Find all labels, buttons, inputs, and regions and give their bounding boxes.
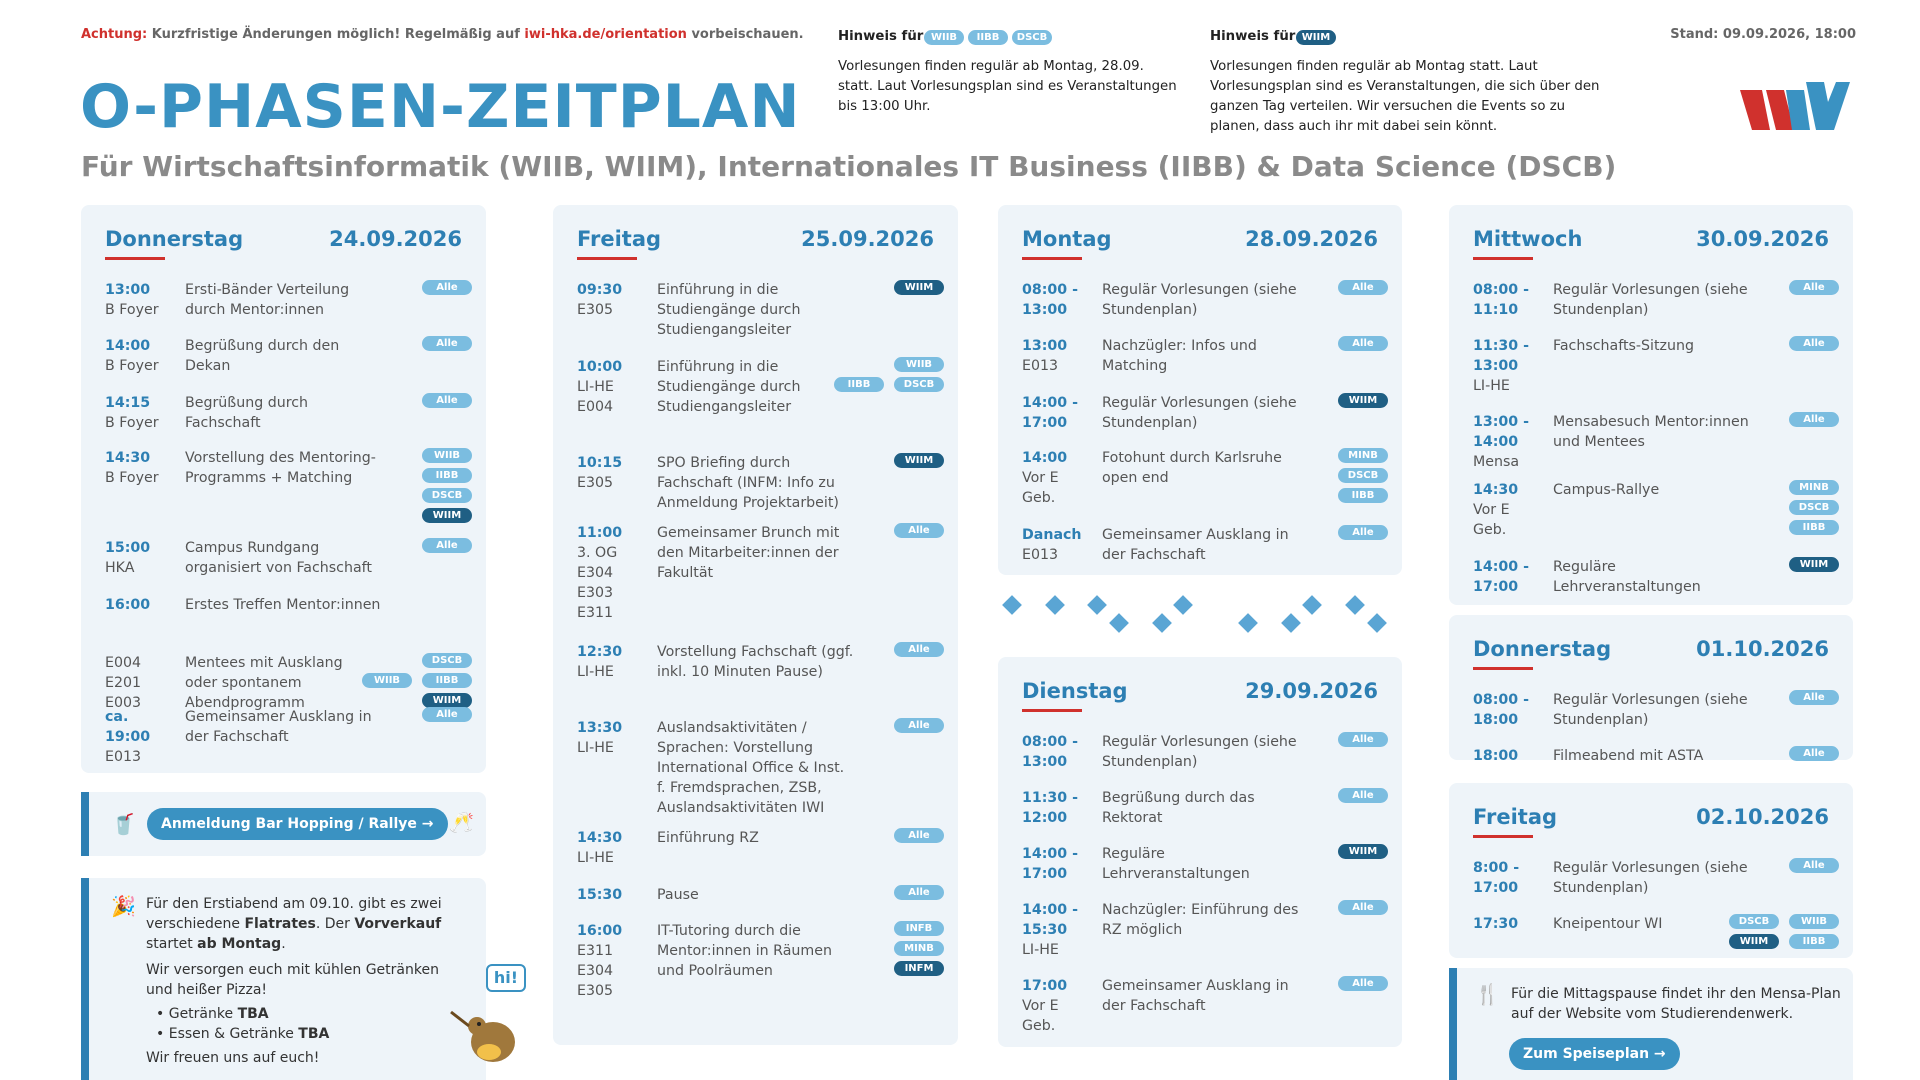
audience-tag: Alle — [422, 280, 472, 295]
audience-tag: WIIM — [422, 693, 472, 708]
event-time: 16:00 — [105, 597, 151, 613]
event-time: 08:00 - 13:00 — [1022, 282, 1078, 318]
day-date: 24.09.2026 — [329, 227, 462, 251]
event-desc: Gemeinsamer Ausklang in der Fachschaft — [1102, 978, 1289, 1014]
event-time: 14:00 B Foyer — [105, 338, 159, 374]
event-time: 15:30 — [577, 887, 623, 903]
event-desc: Auslandsaktivitäten / Sprachen: Vorstellung International Office & Inst. f. Fremdsprachen, ZSB, Auslandsaktivitäten IWI — [657, 720, 845, 816]
event-desc: Campus Rundgang organisiert von Fachschaft — [185, 540, 372, 576]
audience-tag: DSCB — [422, 488, 472, 503]
event-time: 13:00 B Foyer — [105, 282, 159, 318]
hint-text: Vorlesungen finden regulär ab Montag, 28.09. statt. Laut Vorlesungsplan sind es Veranstaltungen bis 13:00 Uhr. — [838, 59, 1177, 114]
event-desc: Regulär Vorlesungen (siehe Stundenplan) — [1102, 395, 1297, 431]
event-time: 13:00 - 14:00 Mensa — [1473, 414, 1529, 470]
audience-tag: WIIM — [422, 508, 472, 523]
day-name: Donnerstag — [105, 227, 244, 251]
mensa-info: Für die Mittagspause findet ihr den Mensa-Plan auf der Website vom Studierendenwerk. — [1511, 986, 1841, 1022]
audience-tag: DSCB — [1729, 914, 1779, 929]
audience-tag: WIIB — [362, 673, 412, 688]
event-time: 10:00 LI-HE E004 — [577, 359, 623, 415]
event-desc: Filmeabend mit ASTA — [1553, 748, 1704, 764]
hint-text: Vorlesungen finden regulär ab Montag statt. Laut Vorlesungsplan sind es Veranstaltungen, die sich über den ganzen Tag verteilen. Wir versuchen die Events so zu planen, dass auch ihr mit dabei sein könnt. — [1210, 59, 1600, 134]
event-desc: Reguläre Lehrveranstaltungen — [1553, 559, 1701, 595]
barhop-button[interactable]: Anmeldung Bar Hopping / Rallye → — [147, 808, 448, 840]
audience-tag: IIBB — [422, 468, 472, 483]
hint-master: Hinweis für WIIM Vorlesungen finden regulär ab Montag statt. Laut Vorlesungsplan sind es Veranstaltungen, die sich über den ganzen Tag verteilen. Wir versuchen die Events so zu planen, dass auch ihr mit dabei sein könnt. — [1210, 27, 1610, 137]
audience-tag: Alle — [1338, 336, 1388, 351]
hint-tag: WIIB — [924, 30, 964, 45]
event-time: 14:00 - 15:30 LI-HE — [1022, 902, 1078, 958]
day-date: 02.10.2026 — [1696, 805, 1829, 829]
iwi-logo — [1740, 82, 1850, 136]
event-desc: IT-Tutoring durch die Mentor:innen in Räumen und Poolräumen — [657, 923, 832, 979]
audience-tag: Alle — [1789, 336, 1839, 351]
day-name: Montag — [1022, 227, 1112, 251]
event-time: 14:30 B Foyer — [105, 450, 159, 486]
audience-tag: MINB — [894, 941, 944, 956]
event-desc: Regulär Vorlesungen (siehe Stundenplan) — [1102, 734, 1297, 770]
audience-tag: WIIB — [894, 357, 944, 372]
event-time: 08:00 - 11:10 — [1473, 282, 1529, 318]
audience-tag: DSCB — [1789, 500, 1839, 515]
hint-tag: DSCB — [1012, 30, 1052, 45]
day-date: 01.10.2026 — [1696, 637, 1829, 661]
audience-tag: Alle — [1789, 280, 1839, 295]
audience-tag: WIIM — [894, 453, 944, 468]
audience-tag: DSCB — [422, 653, 472, 668]
day-date: 30.09.2026 — [1696, 227, 1829, 251]
event-time: Danach E013 — [1022, 527, 1082, 563]
event-desc: Mentees mit Ausklang oder spontanem Abendprogramm — [185, 655, 343, 711]
party-popper-icon: 🎉 — [111, 894, 136, 918]
audience-tag: Alle — [894, 885, 944, 900]
audience-tag: Alle — [894, 828, 944, 843]
event-time: 14:15 B Foyer — [105, 395, 159, 431]
event-desc: Kneipentour WI — [1553, 916, 1663, 932]
event-desc: Gemeinsamer Brunch mit den Mitarbeiter:innen der Fakultät — [657, 525, 840, 581]
audience-tag: Alle — [1338, 900, 1388, 915]
audience-tag: Alle — [1338, 280, 1388, 295]
event-desc: Erstes Treffen Mentor:innen — [185, 597, 381, 613]
event-time: 14:30 Vor E Geb. — [1473, 482, 1519, 538]
day-panel-mi — [1449, 205, 1853, 605]
audience-tag: WIIM — [1338, 844, 1388, 859]
audience-tag: WIIM — [1789, 557, 1839, 572]
event-desc: Reguläre Lehrveranstaltungen — [1102, 846, 1250, 882]
warning-banner: Achtung: Kurzfristige Änderungen möglich! Regelmäßig auf iwi-hka.de/orientation vorbeischauen. — [81, 27, 804, 42]
event-time: 14:00 - 17:00 — [1022, 395, 1078, 431]
audience-tag: Alle — [894, 523, 944, 538]
event-desc: Pause — [657, 887, 699, 903]
audience-tag: IIBB — [1789, 520, 1839, 535]
mensa-box — [1449, 968, 1853, 1080]
audience-tag: Alle — [894, 718, 944, 733]
page-title: O-PHASEN-ZEITPLAN — [80, 72, 801, 142]
event-time: 12:30 LI-HE — [577, 644, 623, 680]
audience-tag: IIBB — [1789, 934, 1839, 949]
event-desc: Campus-Rallye — [1553, 482, 1660, 498]
event-desc: Gemeinsamer Ausklang in der Fachschaft — [185, 709, 372, 745]
event-desc: Einführung in die Studiengänge durch Studiengangsleiter — [657, 282, 801, 338]
event-time: 14:00 - 17:00 — [1473, 559, 1529, 595]
event-time: 17:30 — [1473, 916, 1519, 932]
event-desc: Regulär Vorlesungen (siehe Stundenplan) — [1553, 692, 1748, 728]
day-date: 28.09.2026 — [1245, 227, 1378, 251]
event-time: 8:00 - 17:00 — [1473, 860, 1520, 896]
audience-tag: IIBB — [1338, 488, 1388, 503]
event-desc: Regulär Vorlesungen (siehe Stundenplan) — [1553, 860, 1748, 896]
day-date: 25.09.2026 — [801, 227, 934, 251]
audience-tag: WIIM — [1338, 393, 1388, 408]
kiwi-mascot-icon — [449, 1000, 529, 1070]
last-updated: Stand: 09.09.2026, 18:00 — [1670, 27, 1856, 42]
event-desc: Mensabesuch Mentor:innen und Mentees — [1553, 414, 1749, 450]
event-desc: Fachschafts-Sitzung — [1553, 338, 1694, 354]
event-desc: SPO Briefing durch Fachschaft (INFM: Info zu Anmeldung Projektarbeit) — [657, 455, 839, 511]
day-panel-do1 — [81, 205, 486, 773]
event-time: 09:30 E305 — [577, 282, 623, 318]
audience-tag: INFM — [894, 961, 944, 976]
audience-tag: Alle — [1789, 690, 1839, 705]
event-desc: Gemeinsamer Ausklang in der Fachschaft — [1102, 527, 1289, 563]
day-name: Mittwoch — [1473, 227, 1583, 251]
day-date: 29.09.2026 — [1245, 679, 1378, 703]
hint-tag: IIBB — [968, 30, 1008, 45]
event-desc: Vorstellung Fachschaft (ggf. inkl. 10 Minuten Pause) — [657, 644, 854, 680]
audience-tag: Alle — [422, 538, 472, 553]
event-desc: Regulär Vorlesungen (siehe Stundenplan) — [1102, 282, 1297, 318]
event-desc: Begrüßung durch das Rektorat — [1102, 790, 1255, 826]
drink-icon: 🥤 — [111, 812, 136, 836]
audience-tag: WIIB — [422, 448, 472, 463]
audience-tag: Alle — [422, 336, 472, 351]
event-desc: Vorstellung des Mentoring-Programms + Matching — [185, 450, 376, 486]
event-desc: Nachzügler: Infos und Matching — [1102, 338, 1257, 374]
event-time: 11:30 - 12:00 — [1022, 790, 1078, 826]
speech-bubble: hi! — [486, 964, 526, 992]
audience-tag: Alle — [1338, 525, 1388, 540]
audience-tag: MINB — [1338, 448, 1388, 463]
event-desc: Begrüßung durch den Dekan — [185, 338, 340, 374]
day-panel-fr1 — [553, 205, 958, 1045]
event-desc: Begrüßung durch Fachschaft — [185, 395, 309, 431]
event-time: 17:00 Vor E Geb. — [1022, 978, 1068, 1034]
event-desc: Fotohunt durch Karlsruhe open end — [1102, 450, 1282, 486]
day-panel-mo — [998, 205, 1402, 575]
cheers-icon: 🥂 — [449, 810, 474, 834]
event-desc: Einführung in die Studiengänge durch Studiengangsleiter — [657, 359, 801, 415]
audience-tag: Alle — [1789, 412, 1839, 427]
event-desc: Nachzügler: Einführung des RZ möglich — [1102, 902, 1299, 938]
day-name: Donnerstag — [1473, 637, 1612, 661]
audience-tag: Alle — [422, 393, 472, 408]
audience-tag: Alle — [1789, 858, 1839, 873]
event-time: 13:30 LI-HE — [577, 720, 623, 756]
page-subtitle: Für Wirtschaftsinformatik (WIIB, WIIM), Internationales IT Business (IIBB) & Data Science (DSCB) — [81, 150, 1617, 183]
speiseplan-button[interactable]: Zum Speiseplan → — [1509, 1038, 1680, 1070]
event-time: 14:30 LI-HE — [577, 830, 623, 866]
day-name: Freitag — [577, 227, 662, 251]
event-time: 14:00 - 17:00 — [1022, 846, 1078, 882]
event-time: 10:15 E305 — [577, 455, 623, 491]
event-time: E004 E201 E003 — [105, 655, 142, 711]
audience-tag: DSCB — [894, 377, 944, 392]
diamond-divider — [1000, 592, 1390, 632]
event-time: 11:30 - 13:00 LI-HE — [1473, 338, 1529, 394]
event-desc: Ersti-Bänder Verteilung durch Mentor:innen — [185, 282, 350, 318]
event-time: ca. 19:00 E013 — [105, 709, 151, 765]
audience-tag: Alle — [1789, 746, 1839, 761]
day-name: Dienstag — [1022, 679, 1128, 703]
orientation-link[interactable]: iwi-hka.de/orientation — [524, 27, 687, 42]
audience-tag: WIIM — [1729, 934, 1779, 949]
event-time: 14:00 Vor E Geb. — [1022, 450, 1068, 506]
audience-tag: Alle — [894, 642, 944, 657]
hint-bachelor: Hinweis für WIIB IIBB DSCB Vorlesungen finden regulär ab Montag, 28.09. statt. Laut Vorlesungsplan sind es Veranstaltungen bis 13:00 Uhr. — [838, 27, 1178, 117]
audience-tag: DSCB — [1338, 468, 1388, 483]
event-time: 16:00 E311 E304 E305 — [577, 923, 623, 999]
audience-tag: Alle — [1338, 732, 1388, 747]
event-desc: Einführung RZ — [657, 830, 759, 846]
event-time: 11:00 3. OG E304 E303 E311 — [577, 525, 623, 621]
day-panel-do2 — [1449, 615, 1853, 764]
audience-tag: WIIM — [894, 280, 944, 295]
event-time: 15:00 HKA — [105, 540, 151, 576]
cutlery-icon: 🍴 — [1475, 982, 1500, 1006]
audience-tag: INFB — [894, 921, 944, 936]
party-box — [81, 878, 519, 1080]
day-panel-di — [998, 657, 1402, 1047]
day-panel-fr2 — [1449, 783, 1853, 958]
audience-tag: Alle — [422, 707, 472, 722]
audience-tag: IIBB — [422, 673, 472, 688]
audience-tag: Alle — [1338, 788, 1388, 803]
party-info: Für den Erstiabend am 09.10. gibt es zwei verschiedene Flatrates. Der Vorverkauf startet ab Montag. Wir versorgen euch mit kühlen Getränken und heißer Pizza! • Getränke TBA • Essen & Getränke TBA Wir freuen uns auf euch! — [146, 896, 442, 1066]
audience-tag: IIBB — [834, 377, 884, 392]
day-name: Freitag — [1473, 805, 1558, 829]
audience-tag: Alle — [1338, 976, 1388, 991]
barhop-box — [81, 792, 486, 856]
event-time: 08:00 - 18:00 — [1473, 692, 1529, 728]
event-time: 08:00 - 13:00 — [1022, 734, 1078, 770]
event-time: 13:00 E013 — [1022, 338, 1068, 374]
hint-tag: WIIM — [1296, 30, 1336, 45]
audience-tag: WIIB — [1789, 914, 1839, 929]
audience-tag: MINB — [1789, 480, 1839, 495]
event-time: 18:00 — [1473, 748, 1519, 764]
event-desc: Regulär Vorlesungen (siehe Stundenplan) — [1553, 282, 1748, 318]
